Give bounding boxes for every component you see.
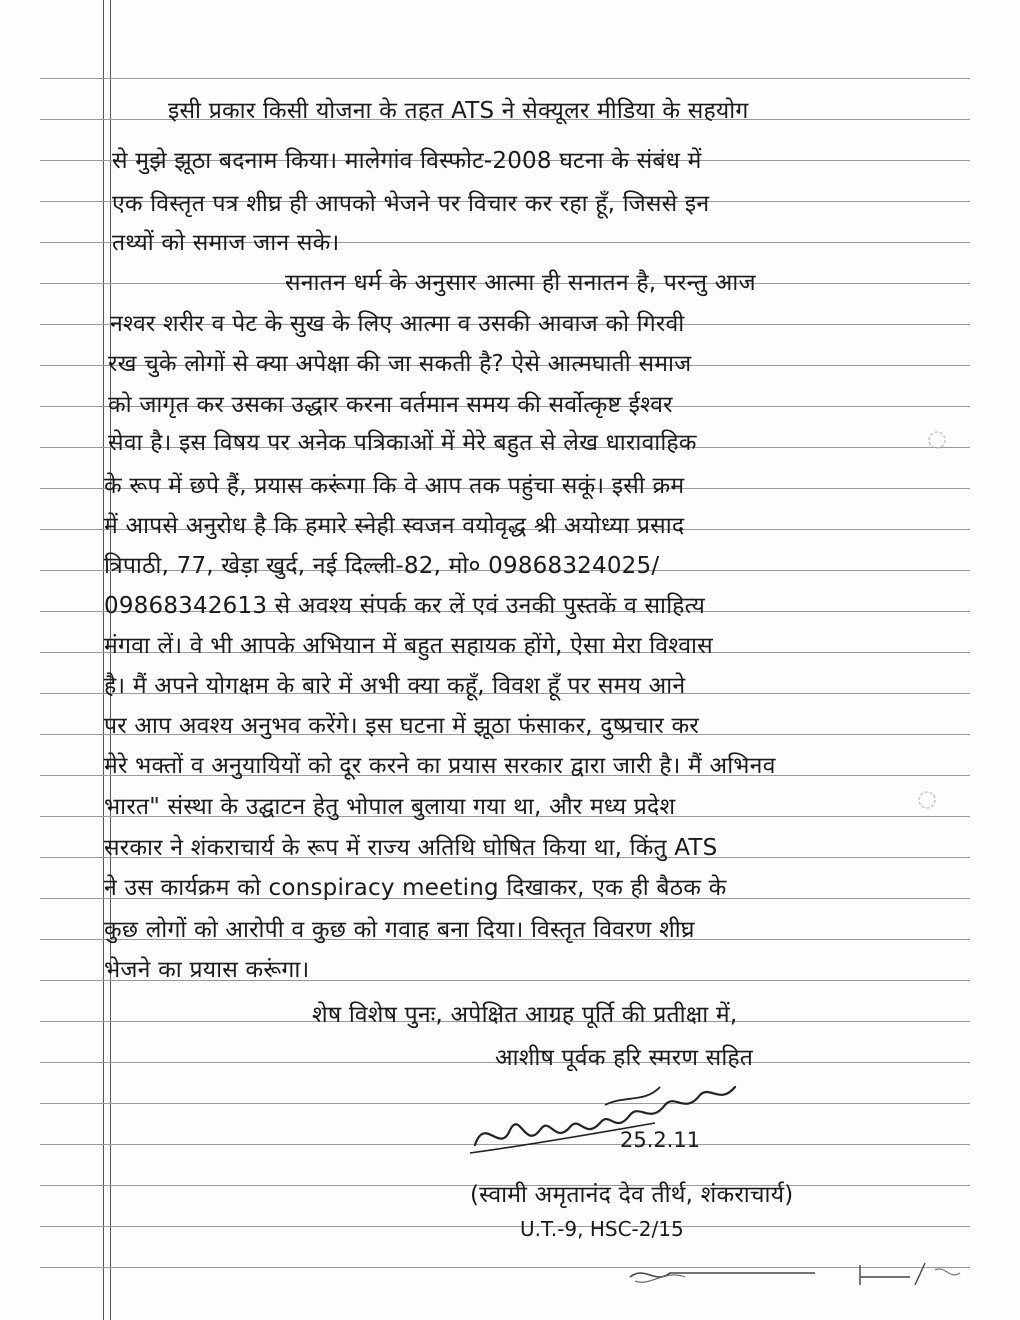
punch-hole-mark (922, 425, 952, 455)
ruled-line (40, 1267, 970, 1268)
text-line: सरकार ने शंकराचार्य के रूप में राज्य अतिथि घोषित किया था, किंतु ATS (104, 835, 718, 861)
punch-hole-mark (912, 785, 942, 815)
text-line: रख चुके लोगों से क्या अपेक्षा की जा सकती है? ऐसे आत्मघाती समाज (108, 351, 692, 377)
text-line: सेवा है। इस विषय पर अनेक पत्रिकाओं में मेरे बहुत से लेख धारावाहिक (108, 430, 697, 456)
ruled-line (40, 78, 970, 79)
text-line: है। मैं अपने योगक्षम के बारे में अभी क्या कहूँ, विवश हूँ पर समय आने (104, 673, 686, 699)
text-line: तथ्यों को समाज जान सके। (112, 230, 340, 256)
signatory-name: (स्वामी अमृतानंद देव तीर्थ, शंकराचार्य) (470, 1182, 794, 1208)
text-line: ने उस कार्यक्रम को conspiracy meeting दिखाकर, एक ही बैठक के (104, 875, 727, 901)
text-line: से मुझे झूठा बदनाम किया। मालेगांव विस्फोट-2008 घटना के संबंध में (112, 148, 702, 174)
text-line: पर आप अवश्य अनुभव करेंगे। इस घटना में झूठा फंसाकर, दुष्प्रचार कर (104, 713, 699, 739)
text-line: भेजने का प्रयास करूंगा। (104, 957, 310, 983)
corner-mark (855, 1255, 975, 1295)
closing-line: शेष विशेष पुनः, अपेक्षित आग्रह पूर्ति की प्रतीक्षा में, (312, 1002, 738, 1028)
text-line: एक विस्तृत पत्र शीघ्र ही आपको भेजने पर विचार कर रहा हूँ, जिससे इन (112, 191, 710, 217)
text-line: त्रिपाठी, 77, खेड़ा खुर्द, नई दिल्ली-82, मो० 09868324025/ (104, 553, 660, 579)
signature-date: 25.2.11 (620, 1128, 701, 1152)
reference-number: U.T.-9, HSC-2/15 (520, 1217, 684, 1241)
text-line: सनातन धर्म के अनुसार आत्मा ही सनातन है, परन्तु आज (285, 270, 756, 296)
text-line: के रूप में छपे हैं, प्रयास करूंगा कि वे आप तक पहुंचा सकूं। इसी क्रम (104, 473, 685, 499)
ruled-line (40, 1226, 970, 1227)
margin-line-left-inner (110, 0, 111, 1320)
closing-blessing: आशीष पूर्वक हरि स्मरण सहित (495, 1045, 754, 1071)
text-line: इसी प्रकार किसी योजना के तहत ATS ने सेक्यूलर मीडिया के सहयोग (168, 98, 749, 124)
text-line: कुछ लोगों को आरोपी व कुछ को गवाह बना दिया। विस्तृत विवरण शीघ्र (104, 917, 695, 943)
text-line: को जागृत कर उसका उद्धार करना वर्तमान समय की सर्वोत्कृष्ट ईश्वर (108, 392, 673, 418)
page-footer-mark (625, 1255, 825, 1295)
text-line: भारत" संस्था के उद्घाटन हेतु भोपाल बुलाया गया था, और मध्य प्रदेश (104, 794, 676, 820)
signature-scribble (455, 1075, 755, 1165)
margin-line-left (103, 0, 104, 1320)
text-line: 09868342613 से अवश्य संपर्क कर लें एवं उनकी पुस्तकें व साहित्य (104, 593, 705, 619)
text-line: नश्वर शरीर व पेट के सुख के लिए आत्मा व उसकी आवाज को गिरवी (110, 311, 685, 337)
text-line: मेरे भक्तों व अनुयायियों को दूर करने का प्रयास सरकार द्वारा जारी है। मैं अभिनव (104, 753, 776, 779)
text-line: मंगवा लें। वे भी आपके अभियान में बहुत सहायक होंगे, ऐसा मेरा विश्वास (104, 633, 713, 659)
text-line: में आपसे अनुरोध है कि हमारे स्नेही स्वजन वयोवृद्ध श्री अयोध्या प्रसाद (104, 513, 685, 539)
